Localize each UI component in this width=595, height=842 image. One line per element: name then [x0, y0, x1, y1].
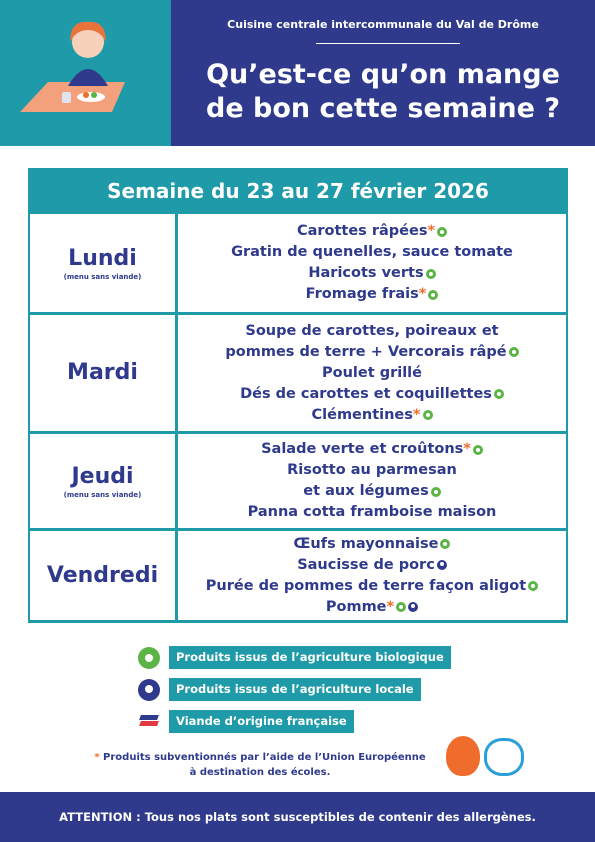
day-note: (menu sans viande) [63, 272, 142, 281]
subsidy-star: * [94, 752, 100, 763]
subsidy-star: * [386, 598, 395, 615]
dish-name: et aux légumes [303, 483, 429, 499]
day-name: Jeudi [71, 463, 134, 489]
location-pin-icon [408, 602, 418, 612]
legend-label: Viande d’origine française [169, 710, 354, 733]
dish-item [312, 405, 433, 426]
legend-label: Produits issus de l’agriculture biologique [169, 646, 451, 669]
legend-item-bio [138, 646, 451, 669]
week-title: Semaine du 23 au 27 février 2026 [28, 168, 568, 214]
organic-ab-icon [423, 410, 433, 420]
fruit-program-logo-icon [446, 736, 480, 776]
dish-item [306, 284, 439, 305]
day-cell [30, 531, 178, 620]
dish-item [240, 384, 504, 405]
menu-row-lundi [30, 214, 566, 315]
dish-name: Clémentines [311, 406, 413, 423]
menu-row-vendredi [30, 531, 566, 623]
dish-name: Salade verte et croûtons [261, 441, 464, 457]
subsidy-note [70, 750, 450, 780]
organic-ab-icon [473, 445, 483, 455]
french-meat-icon [138, 711, 160, 733]
day-name: Mardi [67, 360, 138, 385]
dish-name: Panna cotta framboise maison [247, 504, 497, 520]
dish-item [206, 576, 538, 597]
organic-ab-icon [426, 269, 436, 279]
day-cell [30, 315, 178, 431]
dish-item [287, 460, 457, 481]
dish-name: Pomme [325, 598, 387, 615]
menu-row-jeudi [30, 434, 566, 531]
location-pin-icon [138, 679, 160, 701]
dishes-list [178, 434, 566, 528]
allergen-warning: ATTENTION : Tous nos plats sont susceptibles de contenir des allergènes. [0, 792, 595, 842]
child-eating-illustration [0, 0, 171, 146]
organic-ab-icon [528, 581, 538, 591]
day-name: Lundi [68, 245, 137, 271]
organic-ab-icon [494, 389, 504, 399]
dish-item [245, 321, 498, 342]
child-eating-icon [0, 0, 171, 146]
day-cell [30, 214, 178, 312]
organic-ab-icon [428, 290, 438, 300]
day-cell [30, 434, 178, 528]
header [0, 0, 595, 146]
dish-item [225, 342, 518, 363]
milk-program-logo-icon [484, 738, 524, 776]
menu-table [28, 214, 568, 623]
page-title-line-1: Qu’est-ce qu’on mange [206, 59, 560, 90]
legend [138, 646, 451, 742]
subsidy-star: * [418, 286, 427, 302]
dish-item [297, 555, 447, 576]
page-title-line-2: de bon cette semaine ? [206, 93, 560, 124]
dish-item [261, 439, 483, 460]
subsidy-text: Produits subventionnés par l’aide de l’Union Européenne [103, 752, 426, 763]
day-name: Vendredi [46, 562, 159, 588]
dish-name: Purée de pommes de terre façon aligot [205, 577, 527, 594]
dish-name: Œufs mayonnaise [293, 535, 439, 552]
dishes-list [178, 531, 566, 620]
dishes-list [178, 214, 566, 312]
dish-item [297, 221, 447, 242]
dish-name: Fromage frais [305, 286, 419, 302]
dish-name: Saucisse de porc [297, 556, 435, 573]
organic-ab-icon [396, 602, 406, 612]
organic-ab-icon [431, 487, 441, 497]
dish-item [231, 242, 513, 263]
dish-item [326, 597, 418, 618]
subsidy-line-1 [70, 750, 450, 765]
dish-name: Gratin de quenelles, sauce tomate [231, 244, 513, 260]
subsidy-line-2: à destination des écoles. [189, 767, 331, 778]
dish-item [294, 534, 451, 555]
organic-ab-icon [437, 227, 447, 237]
menu-row-mardi [30, 315, 566, 434]
organic-ab-icon [509, 347, 519, 357]
dish-name: Dés de carottes et coquillettes [240, 385, 492, 402]
title-panel [171, 0, 595, 146]
dish-item [322, 363, 422, 384]
organization-name: Cuisine centrale intercommunale du Val de Drôme [227, 18, 539, 31]
subsidy-star: * [463, 441, 471, 457]
subsidy-star: * [427, 223, 436, 239]
location-pin-icon [437, 560, 447, 570]
dish-item [303, 481, 440, 502]
legend-item-french-meat [138, 710, 451, 733]
dishes-list [178, 315, 566, 431]
page-title [171, 58, 595, 126]
dish-name: Haricots verts [308, 265, 424, 281]
dish-name: Soupe de carottes, poireaux et [245, 322, 499, 339]
day-note: (menu sans viande) [63, 490, 142, 499]
legend-label: Produits issus de l’agriculture locale [169, 678, 421, 701]
organic-ab-icon [440, 539, 450, 549]
subsidy-star: * [412, 406, 421, 423]
title-divider [316, 43, 460, 44]
dish-item [308, 263, 435, 284]
dish-name: Carottes râpées [296, 223, 428, 239]
organic-ab-icon [138, 647, 160, 669]
dish-name: pommes de terre + Vercorais râpé [225, 343, 507, 360]
dish-name: Poulet grillé [322, 364, 422, 381]
dish-name: Risotto au parmesan [287, 462, 457, 478]
dish-item [248, 502, 497, 523]
legend-item-local [138, 678, 451, 701]
